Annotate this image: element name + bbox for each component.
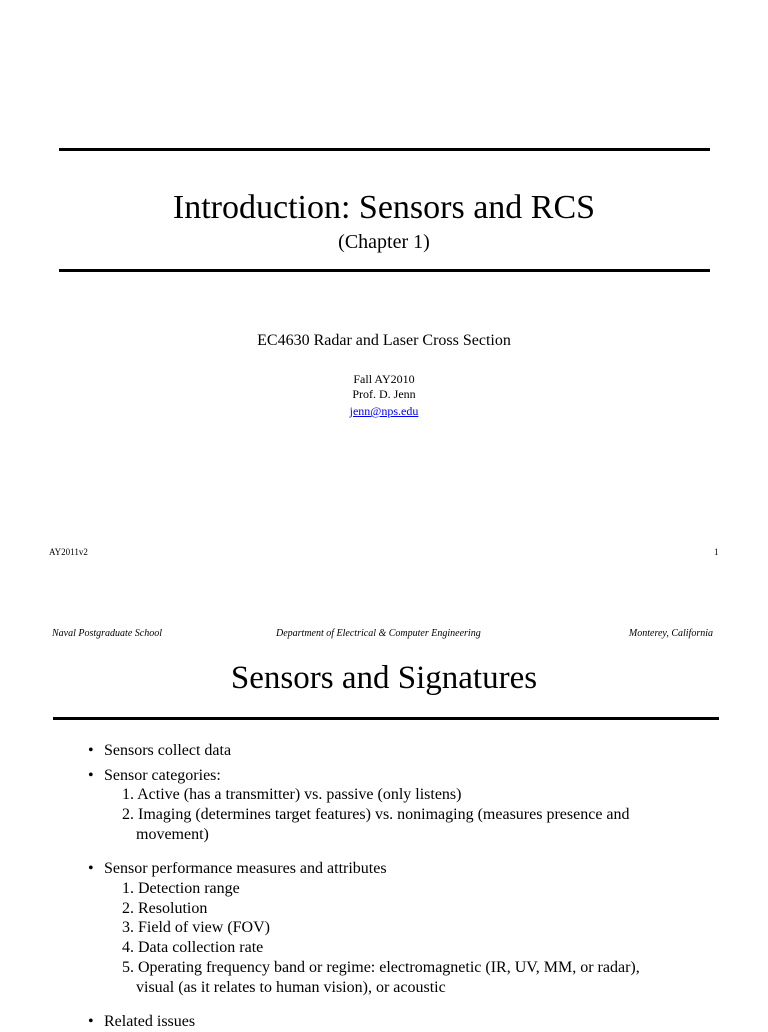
header-school: Naval Postgraduate School xyxy=(52,628,162,639)
bullet-item: • Sensors collect data xyxy=(88,742,232,759)
email-link[interactable]: jenn@nps.edu xyxy=(349,404,419,418)
sub-item-continuation: movement) xyxy=(136,826,209,843)
title-top-rule xyxy=(59,148,710,151)
sub-item: 3. Field of view (FOV) xyxy=(122,919,270,936)
bullet-item: • Sensor categories: xyxy=(88,767,221,784)
bullet-item: • Related issues xyxy=(88,1013,196,1030)
sub-item: 1. Detection range xyxy=(122,880,240,897)
course-name: EC4630 Radar and Laser Cross Section xyxy=(257,332,511,349)
bullet-item: • Sensor performance measures and attributes xyxy=(88,860,387,877)
sub-item: 5. Operating frequency band or regime: electromagnetic (IR, UV, MM, or radar), xyxy=(122,959,640,976)
bullet-dot-icon: • xyxy=(88,767,94,784)
chapter-subtitle: (Chapter 1) xyxy=(338,231,430,253)
version-label: AY2011v2 xyxy=(49,547,88,557)
slide-title: Sensors and Signatures xyxy=(230,660,538,696)
sub-item: 4. Data collection rate xyxy=(122,939,264,956)
page-title: Introduction: Sensors and RCS xyxy=(172,189,596,226)
bullet-dot-icon: • xyxy=(88,742,94,759)
sub-item: 2. Resolution xyxy=(122,900,208,917)
term-label: Fall AY2010 xyxy=(353,372,415,386)
bullet-dot-icon: • xyxy=(88,1013,94,1030)
sub-item: 2. Imaging (determines target features) vs. nonimaging (measures presence and xyxy=(122,806,630,823)
email-row xyxy=(0,402,768,420)
header-location: Monterey, California xyxy=(628,628,713,639)
title-bottom-rule xyxy=(59,269,710,272)
sub-item-continuation: visual (as it relates to human vision), or acoustic xyxy=(136,979,446,996)
page-number: 1 xyxy=(714,547,719,557)
professor-name: Prof. D. Jenn xyxy=(352,387,416,401)
header-department: Department of Electrical & Computer Engineering xyxy=(276,628,481,639)
bullet-dot-icon: • xyxy=(88,860,94,877)
slide-title-rule xyxy=(53,717,719,720)
sub-item: 1. Active (has a transmitter) vs. passive (only listens) xyxy=(122,786,462,803)
